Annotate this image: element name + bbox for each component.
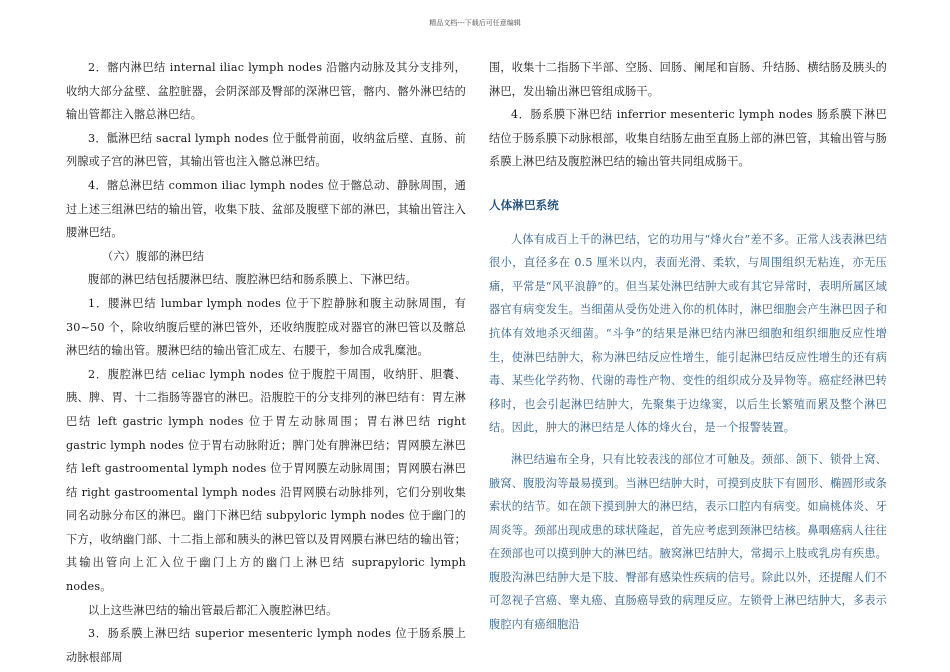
paragraph-celiac-summary: 以上这些淋巴结的输出管最后都汇入腹腔淋巴结。 <box>88 603 338 617</box>
paragraph-abdominal-intro: 腹部的淋巴结包括腰淋巴结、腹腔淋巴结和肠系膜上、下淋巴结。 <box>88 273 417 287</box>
section-abdominal-title: （六）腹部的淋巴结 <box>102 249 205 263</box>
paragraph-celiac: 2．腹腔淋巴结 celiac lymph nodes 位于腹腔干周围，收纳肝、胆囊、胰、脾、胃、十二指肠等器官的淋巴。沿腹腔干的分支排列的淋巴结有：胃左淋巴结 left gastric lymph nodes 位于胃左动脉周围；胃右淋巴结 right gastric lymph nodes 位于胃右动脉附近；脾门处有脾淋巴结；胃网膜左淋巴结 left gastroomental lymph nodes 位于胃网膜左动脉周围；胃网膜右淋巴结 right gastroomental lymph nodes 沿胃网膜右动脉排列，它们分别收集同名动脉分布区的淋巴。幽门下淋巴结 subpyloric lymph nodes 位于幽门的下方，收纳幽门部、十二指上部和胰头的淋巴管以及胃网膜右淋巴结的输出管；其输出管向上汇入位于幽门上方的幽门上淋巴结 suprapyloric lymph nodes。 <box>66 367 466 594</box>
paragraph-lymph-system-1: 人体有成百上千的淋巴结，它的功用与“烽火台”差不多。正常人浅表淋巴结很小，直径多在 0.5 厘米以内，表面光滑、柔软，与周围组织无粘连，亦无压痛，平常是“风平浪静”的。但当某处淋巴结肿大或有其它异常时，表明所属区域器官有病变发生。当细菌从受伤处进入你的机体时，淋巴细胞会产生淋巴因子和抗体有效地杀灭细菌。“斗争”的结果是淋巴结内淋巴细胞和组织细胞反应性增生，使淋巴结肿大，称为淋巴结反应性增生，能引起淋巴结反应性增生的还有病毒、某些化学药物、代谢的毒性产物、变性的组织成分及异物等。癌症经淋巴转移时，也会引起淋巴结肿大，先聚集于边缘窦，以后生长繁殖而累及整个淋巴结。因此，肿大的淋巴结是人体的烽火台，是一个报警装置。 <box>489 232 887 435</box>
paragraph-sacral: 3．骶淋巴结 sacral lymph nodes 位于骶骨前面，收纳盆后壁、直肠、前列腺或子宫的淋巴管，其输出管也注入髂总淋巴结。 <box>66 131 466 169</box>
page-header: 精品文档---下载后可任意编辑 <box>429 19 521 27</box>
left-column <box>66 56 466 669</box>
paragraph-superior-mesenteric-cont: 围，收集十二指肠下半部、空肠、回肠、阑尾和盲肠、升结肠、横结肠及胰头的淋巴，发出输出淋巴管组成肠干。 <box>489 61 887 98</box>
paragraph-inferior-mesenteric: 4．肠系膜下淋巴结 inferrior mesenteric lymph nodes 肠系膜下淋巴结位于肠系膜下动脉根部，收集自结肠左曲至直肠上部的淋巴管，其输出管与肠系膜上淋巴结及腹腔淋巴结的输出管共同组成肠干。 <box>489 108 887 169</box>
paragraph-common-iliac: 4．髂总淋巴结 common iliac lymph nodes 位于髂总动、静脉周围，通过上述三组淋巴结的输出管，收集下肢、盆部及腹壁下部的淋巴，其输出管注入腰淋巴结。 <box>66 178 466 240</box>
paragraph-superior-mesenteric: 3．肠系膜上淋巴结 superior mesenteric lymph nodes 位于肠系膜上动脉根部周 <box>66 627 466 664</box>
right-column <box>489 56 887 637</box>
paragraph-lumbar: 1．腰淋巴结 lumbar lymph nodes 位于下腔静脉和腹主动脉周围，有 30~50 个，除收纳腹后壁的淋巴管外，还收纳腹腔成对器官的淋巴管以及髂总淋巴结的输出管。腰淋巴结的输出管汇成左、右腰干，参加合成乳糜池。 <box>66 296 466 358</box>
paragraph-internal-iliac: 2．髂内淋巴结 internal iliac lymph nodes 沿髂内动脉及其分支排列，收纳大部分盆壁、盆腔脏器，会阴深部及臀部的深淋巴管，髂内、髂外淋巴结的输出管都注入髂总淋巴结。 <box>66 61 466 122</box>
section-heading-lymph-system: 人体淋巴系统 <box>489 197 559 212</box>
paragraph-lymph-system-2: 淋巴结遍布全身，只有比较表浅的部位才可触及。颈部、颌下、锁骨上窝、腋窝、腹股沟等最易摸到。当淋巴结肿大时，可摸到皮肤下有圆形、椭圆形或条索状的结节。如在颌下摸到肿大的淋巴结，表示口腔内有病变。如扁桃体炎、牙周炎等。颈部出现成患的球状隆起，首先应考虑到颈淋巴结核。鼻咽癌病人往往在颈部也可以摸到肿大的淋巴结。腋窝淋巴结肿大，常揭示上肢或乳房有疾患。腹股沟淋巴结肿大是下肢、臀部有感染性疾病的信号。除此以外，还提醒人们不可忽视子宫癌、睾丸癌、直肠癌导致的病理反应。左锁骨上淋巴结肿大，多表示腹腔内有癌细胞沿 <box>489 452 887 632</box>
